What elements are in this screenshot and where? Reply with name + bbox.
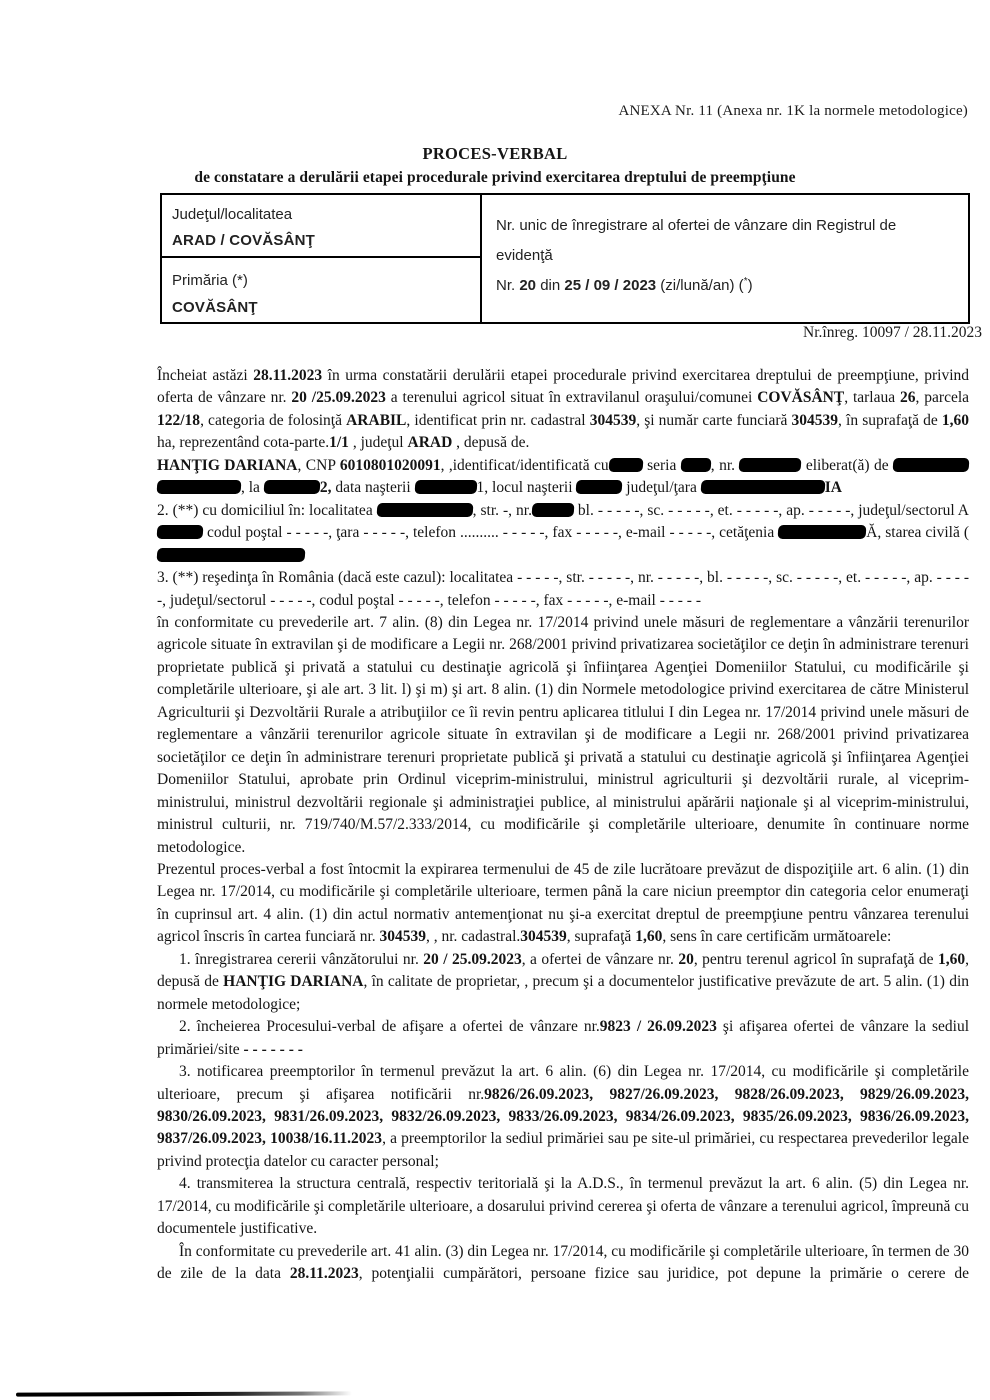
document-title: PROCES-VERBAL (422, 144, 568, 163)
text-run: , la (241, 479, 264, 497)
redaction (778, 525, 867, 539)
text-run: bl. - - - - -, sc. - - - - -, et. - - - - -, ap. - - - - -, judeţul/sectorul A (573, 501, 969, 519)
redaction (376, 503, 473, 517)
text-run: 1,60 (635, 928, 663, 946)
text-run: 20 (519, 277, 537, 294)
redaction (531, 503, 574, 517)
text-run: , parcela (915, 389, 970, 407)
text-run: a terenului agricol situat în extravilanul oraşului/comunei (385, 389, 758, 407)
judet-label: Judeţul/localitatea (172, 206, 293, 223)
text-run: COVĂSÂNŢ (757, 389, 845, 407)
text-run: 304539 (791, 411, 839, 429)
redaction (576, 480, 623, 494)
text-run: , depusă de (157, 950, 969, 991)
text-run: ARAD (407, 434, 453, 452)
paragraph-resedinta (157, 567, 969, 612)
redaction (263, 480, 320, 494)
text-run: data naşterii (331, 479, 415, 497)
text-run: HANŢIG DARIANA (157, 456, 298, 474)
text-run: 304539 (379, 928, 426, 946)
text-run: 4. transmiterea la structura centrală, respectiv teritorială şi la A.D.S., în termenul prevăzut la art. 6 alin. (5) din Legea nr. 17/2014, cu modificările şi completările ulterioare, a dosarului privind cererea şi oferta de vânzare a terenului agricol, împreună cu documentele justificative. (157, 1175, 969, 1238)
text-run: (zi/lună/an) ( (656, 277, 744, 294)
text-run: , identificat prin nr. cadastral (406, 411, 590, 429)
text-run: În conformitate cu prevederile art. 41 alin. (3) din Legea nr. 17/2014, cu modificările şi completările ulterioare, în termen de 30 de zile de la data (157, 1242, 969, 1283)
text-run: 122/18 (157, 411, 201, 429)
redaction (700, 480, 825, 494)
registration-description: Nr. unic de înregistrare al ofertei de vânzare din Registrul de evidenţă (496, 217, 897, 264)
primaria-label: Primăria (*) (172, 272, 248, 289)
text-run: , în calitate de proprietar, , precum şi a documentelor justificative prevăzute de art. 5 alin. (1) din normele metodologice; (157, 973, 969, 1013)
text-run: 20 / 25.09.2023 (423, 950, 522, 968)
text-run: , str. -, nr. (472, 501, 532, 519)
redaction (739, 458, 802, 472)
text-run: ) (747, 277, 753, 294)
text-run: 9826/26.09.2023, 9827/26.09.2023, 9828/26.09.2023, 9829/26.09.2023, 9830/26.09.2023, 9831/26.09.2023, 9832/26.09.2023, 9833/26.09.2023, 9834/26.09.2023, 9835/26.09.2023, 9836/26.09.2023, 9837/26.09.2023, 10038/16.11.2023 (157, 1085, 969, 1148)
text-run: 3. notificarea preemptorilor în termenul prevăzut la art. 6 alin. (6) din Legea nr. 17/2014, cu modificările şi completările ulterioare, precum şi afişarea notificării nr. (157, 1063, 969, 1103)
registration-table (160, 193, 970, 324)
text-run: şi afişarea ofertei de vânzare la sediul primăriei/site (157, 1018, 970, 1058)
text-run: Nr. (496, 277, 520, 294)
text-run: din (536, 277, 565, 294)
text-run: , categoria de folosinţă (200, 411, 347, 429)
text-run: , şi număr carte funciară (636, 411, 792, 429)
registration-number-line (496, 271, 956, 301)
text-run: , a ofertei de vânzare nr. (521, 950, 679, 968)
cell-judet (162, 195, 482, 258)
internal-registration-line: Nr.înreg. 10097 / 28.11.2023 (803, 324, 982, 341)
text-run: , potenţialii cumpărători, persoane fizice sau juridice, pot depune la primărie o cerere de (358, 1265, 970, 1283)
text-run: 20 /25.09.2023 (291, 389, 386, 407)
text-run: 1. înregistrarea cererii vânzătorului nr. (179, 950, 424, 968)
text-run: Încheiat astăzi (157, 367, 254, 384)
text-run: , a preemptorilor la sediul primăriei sau pe site-ul primăriei, cu respectarea prevederilor legale privind protecţia datelor cu caracter personal; (157, 1130, 969, 1170)
document-body (157, 365, 969, 1286)
text-run: ARABIL (346, 411, 407, 429)
text-run: , CNP (297, 456, 340, 474)
scan-artifact-line (16, 1391, 352, 1396)
list-item-2 (157, 1016, 969, 1061)
text-run: 6010801020091 (339, 456, 441, 474)
text-run: 2. (**) cu domiciliul în: localitatea (157, 501, 377, 519)
primaria-value: COVĂSÂNŢ (172, 299, 258, 316)
text-run: , depusă de. (452, 434, 530, 452)
redaction (608, 458, 643, 472)
paragraph-incheiat (157, 365, 969, 455)
text-run: în conformitate cu prevederile art. 7 alin. (8) din Legea nr. 17/2014 privind unele măsuri de reglementare a vânzării terenurilor agricole situate în extravilan şi de modificare a Legii nr. 268/2001 privind privatizarea societăţilor ce deţin în administrare terenuri proprietate publică şi privată a statului cu destinaţie agricolă şi înfiinţarea Agenţiei Domeniilor Statului, cu modificările şi completările ulterioare, şi ale art. 3 lit. l) şi m) şi art. 8 alin. (1) din Normele metodologice privind exercitarea de către Ministerul Agriculturii şi Dezvoltării Rurale a atribuţiilor ce îi revin pentru aplicarea titlului I din Legea nr. 17/2014 privind unele măsuri de reglementare a vânzării terenurilor agricole situate în extravilan şi de modificare a Legii nr. 268/2001 privind privatizarea societăţilor ce deţin în administrare terenuri proprietate publică şi privată a statului cu destinaţie agricolă şi înfiinţarea Agenţiei Domeniilor Statului, aprobate prin Ordinul viceprim-ministrului, ministrul agriculturii şi dezvoltării rurale, al viceprim-ministrului, ministrul dezvoltării regionale şi administraţiei publice, al ministrului apărării naţionale şi al viceprim-ministrului, ministrul culturii, nr. 719/740/M.57/2.333/2014, cu modificările şi completările ulterioare, denumite în continuare norme metodologice. (157, 613, 969, 856)
cell-primaria (162, 258, 482, 322)
text-run: în urma constatării derulării etapei procedurale privind exercitarea dreptului de preempţiune, privind oferta de vânzare nr. (157, 367, 969, 407)
paragraph-prezentul (157, 859, 969, 949)
list-item-3 (157, 1061, 969, 1173)
text-run: 9823 / 26.09.2023 (599, 1018, 717, 1036)
text-run: 25 / 09 / 2023 (564, 277, 657, 294)
text-run: IA (824, 479, 842, 497)
judet-value: ARAD / COVĂSÂNŢ (172, 232, 316, 249)
redaction (157, 525, 204, 539)
title-block (0, 144, 990, 187)
text-run: , judeţul (348, 434, 408, 452)
text-run: , , nr. cadastral. (426, 928, 521, 946)
document-subtitle: de constatare a derulării etapei procedurale privind exercitarea dreptului de preempţiune (194, 169, 796, 186)
text-run: 26 (900, 389, 916, 407)
list-item-1 (157, 949, 969, 1016)
text-run: HANŢIG DARIANA (223, 973, 364, 991)
text-run: , ,identificat/identificată cu (440, 456, 609, 474)
text-run: Ă, starea civilă ( (866, 524, 969, 542)
text-run: 1/1 (329, 434, 349, 452)
text-run: eliberat(ă) de (801, 456, 893, 474)
paragraph-legal-basis (157, 612, 969, 859)
paragraph-final (157, 1241, 969, 1286)
redaction (414, 480, 477, 494)
text-run: codul poştal - - - - -, ţara - - - - -, telefon .......... - - - - -, fax - - - - -, e-mail - - - - -, cetăţenia (203, 524, 779, 542)
redaction (157, 548, 306, 562)
text-run: Prezentul proces-verbal a fost întocmit la expirarea termenului de 45 de zile lucrătoare prevăzut de dispoziţiile art. 6 alin. (1) din Legea nr. 17/2014, cu modificările şi completările ulterioare, termen până la care niciun preemptor din categoria celor enumeraţi în cuprinsul art. 4 alin. (1) din actul normativ antemenţionat nu şi-a exercitat dreptul de preempţiune pentru vânzarea terenului agricol înscris în cartea funciară nr. (157, 860, 969, 946)
redaction (157, 480, 242, 494)
redaction (893, 458, 970, 472)
text-run: 28.11.2023 (289, 1265, 359, 1283)
text-run: 1, locul naşterii (476, 479, 577, 497)
text-run: 20 (678, 950, 694, 968)
text-run: judeţul/ţara (622, 479, 701, 497)
text-run: ha, reprezentând cota-parte. (157, 434, 330, 452)
text-run: 2, (319, 479, 332, 497)
text-run: 28.11.2023 (253, 367, 323, 384)
paragraph-seller-identity (157, 455, 969, 500)
paragraph-domiciliu (157, 500, 969, 567)
text-run: , sens în care certificăm următoarele: (662, 928, 892, 946)
cell-registration-number (482, 195, 968, 322)
text-run: 3. (**) reşedinţa în România (dacă este cazul): localitatea - - - - -, str. - - - - -, nr. - - - - -, bl. - - - - -, sc. - - - - -, et. - - - - -, ap. - - - - -, judeţul/sectorul - - - - -, codul poştal - - - - -, telefon - - - - -, fax - - - - -, e-mail - - - - - (157, 569, 969, 609)
text-run: 1,60 (941, 411, 970, 429)
text-run: , nr. (710, 456, 740, 474)
text-run: , în suprafaţă de (838, 411, 942, 429)
text-run: seria (642, 456, 681, 474)
text-run: 2. încheierea Procesului-verbal de afişare a ofertei de vânzare nr. (179, 1018, 600, 1036)
list-item-4 (157, 1173, 969, 1240)
text-run: , pentru terenul agricol în suprafaţă de (693, 950, 938, 968)
text-run: , suprafaţă (566, 928, 636, 946)
text-run: - - - - - - - (243, 1040, 303, 1058)
redaction (680, 458, 711, 472)
text-run: , tarlaua (844, 389, 901, 407)
text-run: 1,60 (937, 950, 966, 968)
text-run: 304539 (589, 411, 637, 429)
text-run: * (743, 276, 748, 287)
anexa-reference-line: ANEXA Nr. 11 (Anexa nr. 1K la normele metodologice) (618, 103, 968, 119)
text-run: 304539 (520, 928, 567, 946)
